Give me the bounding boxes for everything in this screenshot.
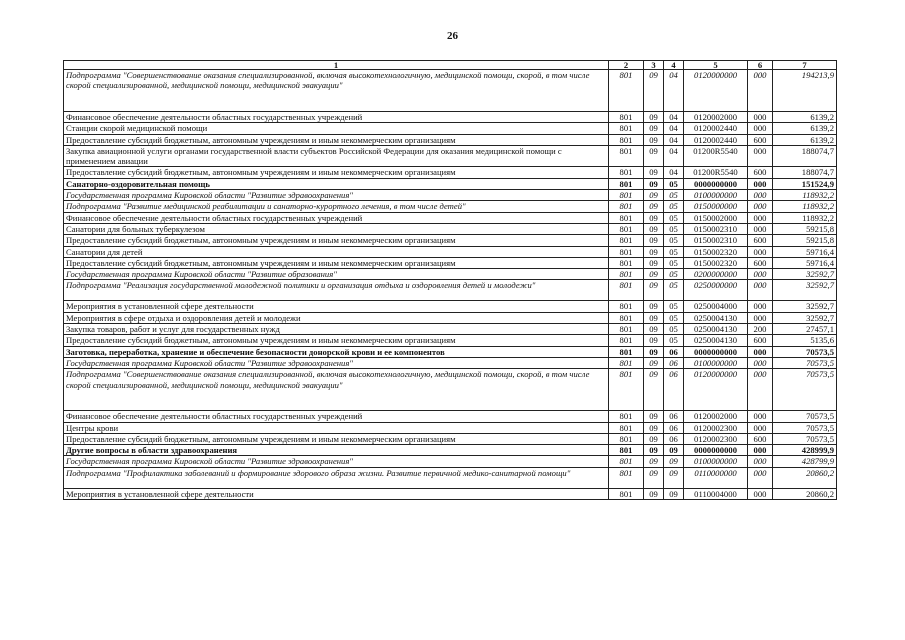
subsection-code-cell: 04 [664,145,684,167]
amount-cell: 70573,5 [773,369,837,411]
column-header: 4 [664,61,684,70]
row-name-cell: Санатории для больных туберкулезом [64,223,609,234]
expense-type-cell: 000 [748,357,773,368]
ministry-code-cell: 801 [609,369,644,411]
ministry-code-cell: 801 [609,145,644,167]
amount-cell: 70573,5 [773,357,837,368]
ministry-code-cell: 801 [609,190,644,201]
amount-cell: 6139,2 [773,134,837,145]
section-code-cell: 09 [644,357,664,368]
ministry-code-cell: 801 [609,223,644,234]
amount-cell: 70573,5 [773,411,837,422]
section-code-cell: 09 [644,312,664,323]
subsection-code-cell: 06 [664,346,684,357]
amount-cell: 188074,7 [773,145,837,167]
row-name-cell: Станции скорой медицинской помощи [64,123,609,134]
section-code-cell: 09 [644,223,664,234]
subsection-code-cell: 06 [664,411,684,422]
expense-type-cell: 000 [748,369,773,411]
ministry-code-cell: 801 [609,123,644,134]
amount-cell: 59215,8 [773,235,837,246]
ministry-code-cell: 801 [609,433,644,444]
subsection-code-cell: 05 [664,269,684,280]
section-code-cell: 09 [644,433,664,444]
target-article-cell: 0150002310 [684,235,748,246]
target-article-cell: 0150000000 [684,201,748,212]
ministry-code-cell: 801 [609,269,644,280]
table-row [64,112,837,123]
section-code-cell: 09 [644,257,664,268]
section-code-cell: 09 [644,280,664,301]
row-name-cell: Санаторно-оздоровительная помощь [64,178,609,189]
ministry-code-cell: 801 [609,280,644,301]
subsection-code-cell: 05 [664,324,684,335]
expense-type-cell: 600 [748,235,773,246]
row-name-cell: Государственная программа Кировской области "Развитие здравоохранения" [64,357,609,368]
subsection-code-cell: 04 [664,70,684,112]
expense-type-cell: 000 [748,346,773,357]
amount-cell: 118932,2 [773,190,837,201]
expense-type-cell: 000 [748,280,773,301]
subsection-code-cell: 06 [664,357,684,368]
row-name-cell: Государственная программа Кировской области "Развитие здравоохранения" [64,190,609,201]
page-number: 26 [447,30,458,42]
row-name-cell: Закупка товаров, работ и услуг для государственных нужд [64,324,609,335]
row-name-cell: Подпрограмма "Совершенствование оказания специализированной, включая высокотехнологичную, медицинской помощи, скорой, в том числе скорой специализированной, медицинской помощи, медицинской эвакуации" [64,369,609,411]
ministry-code-cell: 801 [609,312,644,323]
subsection-code-cell: 09 [664,467,684,488]
expense-type-cell: 000 [748,190,773,201]
target-article-cell: 0100000000 [684,357,748,368]
subsection-code-cell: 06 [664,422,684,433]
table-row [64,301,837,312]
ministry-code-cell: 801 [609,70,644,112]
target-article-cell: 0100000000 [684,190,748,201]
subsection-code-cell: 05 [664,312,684,323]
section-code-cell: 09 [644,445,664,456]
ministry-code-cell: 801 [609,467,644,488]
table-row [64,167,837,178]
ministry-code-cell: 801 [609,422,644,433]
target-article-cell: 0000000000 [684,346,748,357]
section-code-cell: 09 [644,190,664,201]
row-name-cell: Подпрограмма "Развитие медицинской реабилитации и санаторно-курортного лечения, в том числе детей" [64,201,609,212]
subsection-code-cell: 05 [664,190,684,201]
target-article-cell: 0110000000 [684,467,748,488]
ministry-code-cell: 801 [609,212,644,223]
subsection-code-cell: 05 [664,201,684,212]
ministry-code-cell: 801 [609,456,644,467]
table-row [64,223,837,234]
ministry-code-cell: 801 [609,178,644,189]
target-article-cell: 0110004000 [684,488,748,499]
expense-type-cell: 000 [748,411,773,422]
expense-type-cell: 000 [748,145,773,167]
subsection-code-cell: 06 [664,369,684,411]
table-row [64,422,837,433]
ministry-code-cell: 801 [609,167,644,178]
expense-type-cell: 000 [748,456,773,467]
ministry-code-cell: 801 [609,445,644,456]
expense-type-cell: 000 [748,467,773,488]
ministry-code-cell: 801 [609,301,644,312]
expense-type-cell: 000 [748,178,773,189]
expense-type-cell: 000 [748,246,773,257]
target-article-cell: 0000000000 [684,178,748,189]
amount-cell: 32592,7 [773,301,837,312]
section-code-cell: 09 [644,112,664,123]
expense-type-cell: 000 [748,70,773,112]
section-code-cell: 09 [644,335,664,346]
subsection-code-cell: 09 [664,488,684,499]
target-article-cell: 0120002300 [684,422,748,433]
target-article-cell: 01200R5540 [684,145,748,167]
ministry-code-cell: 801 [609,346,644,357]
expense-type-cell: 000 [748,312,773,323]
amount-cell: 118932,2 [773,212,837,223]
table-row [64,357,837,368]
row-name-cell: Подпрограмма "Реализация государственной молодежной политики и организация отдыха и оздоровления детей и молодежи" [64,280,609,301]
ministry-code-cell: 801 [609,488,644,499]
table-row [64,433,837,444]
row-name-cell: Другие вопросы в области здравоохранения [64,445,609,456]
column-header: 7 [773,61,837,70]
table-row [64,280,837,301]
table-row [64,369,837,411]
subsection-code-cell: 09 [664,456,684,467]
table-row [64,269,837,280]
target-article-cell: 0120002440 [684,134,748,145]
table-row [64,235,837,246]
table-header-row [64,61,837,70]
table-row [64,467,837,488]
subsection-code-cell: 06 [664,433,684,444]
subsection-code-cell: 04 [664,112,684,123]
section-code-cell: 09 [644,167,664,178]
subsection-code-cell: 05 [664,335,684,346]
amount-cell: 428999,9 [773,445,837,456]
column-header: 3 [644,61,664,70]
table-row [64,488,837,499]
target-article-cell: 0120000000 [684,369,748,411]
expense-type-cell: 000 [748,422,773,433]
table-row [64,212,837,223]
target-article-cell: 0150002000 [684,212,748,223]
ministry-code-cell: 801 [609,357,644,368]
ministry-code-cell: 801 [609,201,644,212]
expense-type-cell: 200 [748,324,773,335]
expense-type-cell: 600 [748,335,773,346]
row-name-cell: Центры крови [64,422,609,433]
section-code-cell: 09 [644,369,664,411]
expense-type-cell: 600 [748,167,773,178]
target-article-cell: 0200000000 [684,269,748,280]
target-article-cell: 0150002310 [684,223,748,234]
row-name-cell: Подпрограмма "Совершенствование оказания специализированной, включая высокотехнологичную, медицинской помощи, скорой, в том числе скорой специализированной, медицинской помощи, медицинской эвакуации" [64,70,609,112]
table-row [64,123,837,134]
row-name-cell: Финансовое обеспечение деятельности областных государственных учреждений [64,112,609,123]
row-name-cell: Государственная программа Кировской области "Развитие здравоохранения" [64,456,609,467]
section-code-cell: 09 [644,145,664,167]
expense-type-cell: 000 [748,201,773,212]
amount-cell: 428799,9 [773,456,837,467]
target-article-cell: 0250000000 [684,280,748,301]
section-code-cell: 09 [644,70,664,112]
expense-type-cell: 000 [748,445,773,456]
target-article-cell: 01200R5540 [684,167,748,178]
subsection-code-cell: 05 [664,246,684,257]
ministry-code-cell: 801 [609,246,644,257]
expense-type-cell: 600 [748,257,773,268]
amount-cell: 59215,8 [773,223,837,234]
section-code-cell: 09 [644,201,664,212]
row-name-cell: Предоставление субсидий бюджетным, автономным учреждениям и иным некоммерческим организациям [64,433,609,444]
row-name-cell: Подпрограмма "Профилактика заболеваний и формирование здорового образа жизни. Развитие первичной медико-санитарной помощи" [64,467,609,488]
row-name-cell: Мероприятия в установленной сфере деятельности [64,488,609,499]
target-article-cell: 0150002320 [684,257,748,268]
amount-cell: 188074,7 [773,167,837,178]
table-row [64,346,837,357]
section-code-cell: 09 [644,456,664,467]
target-article-cell: 0250004130 [684,335,748,346]
row-name-cell: Предоставление субсидий бюджетным, автономным учреждениям и иным некоммерческим организациям [64,335,609,346]
target-article-cell: 0000000000 [684,445,748,456]
amount-cell: 118932,2 [773,201,837,212]
expense-type-cell: 000 [748,269,773,280]
table-row [64,178,837,189]
ministry-code-cell: 801 [609,257,644,268]
amount-cell: 32592,7 [773,269,837,280]
target-article-cell: 0120002000 [684,112,748,123]
amount-cell: 6139,2 [773,112,837,123]
row-name-cell: Предоставление субсидий бюджетным, автономным учреждениям и иным некоммерческим организациям [64,167,609,178]
ministry-code-cell: 801 [609,112,644,123]
amount-cell: 194213,9 [773,70,837,112]
amount-cell: 32592,7 [773,280,837,301]
column-header: 1 [64,61,609,70]
subsection-code-cell: 04 [664,167,684,178]
row-name-cell: Мероприятия в сфере отдыха и оздоровления детей и молодежи [64,312,609,323]
section-code-cell: 09 [644,422,664,433]
subsection-code-cell: 05 [664,178,684,189]
ministry-code-cell: 801 [609,324,644,335]
amount-cell: 59716,4 [773,257,837,268]
section-code-cell: 09 [644,467,664,488]
table-row [64,411,837,422]
ministry-code-cell: 801 [609,411,644,422]
row-name-cell: Государственная программа Кировской области "Развитие образования" [64,269,609,280]
table-row [64,145,837,167]
amount-cell: 27457,1 [773,324,837,335]
section-code-cell: 09 [644,324,664,335]
target-article-cell: 0250004130 [684,312,748,323]
table-row [64,201,837,212]
row-name-cell: Финансовое обеспечение деятельности областных государственных учреждений [64,411,609,422]
table-row [64,456,837,467]
section-code-cell: 09 [644,411,664,422]
target-article-cell: 0100000000 [684,456,748,467]
subsection-code-cell: 05 [664,280,684,301]
section-code-cell: 09 [644,123,664,134]
table-row [64,257,837,268]
amount-cell: 32592,7 [773,312,837,323]
amount-cell: 70573,5 [773,422,837,433]
section-code-cell: 09 [644,488,664,499]
target-article-cell: 0120002300 [684,433,748,444]
section-code-cell: 09 [644,301,664,312]
expense-type-cell: 000 [748,112,773,123]
subsection-code-cell: 05 [664,223,684,234]
row-name-cell: Санатории для детей [64,246,609,257]
target-article-cell: 0120000000 [684,70,748,112]
row-name-cell: Предоставление субсидий бюджетным, автономным учреждениям и иным некоммерческим организациям [64,134,609,145]
subsection-code-cell: 05 [664,257,684,268]
table-row [64,134,837,145]
amount-cell: 59716,4 [773,246,837,257]
section-code-cell: 09 [644,246,664,257]
section-code-cell: 09 [644,178,664,189]
table-row [64,70,837,112]
subsection-code-cell: 05 [664,212,684,223]
table-row [64,324,837,335]
target-article-cell: 0120002000 [684,411,748,422]
table-row [64,312,837,323]
table-row [64,246,837,257]
column-header: 6 [748,61,773,70]
section-code-cell: 09 [644,235,664,246]
target-article-cell: 0120002440 [684,123,748,134]
section-code-cell: 09 [644,269,664,280]
row-name-cell: Мероприятия в установленной сфере деятельности [64,301,609,312]
amount-cell: 6139,2 [773,123,837,134]
budget-table [63,60,837,500]
amount-cell: 70573,5 [773,346,837,357]
ministry-code-cell: 801 [609,134,644,145]
amount-cell: 70573,5 [773,433,837,444]
expense-type-cell: 600 [748,433,773,444]
section-code-cell: 09 [644,346,664,357]
row-name-cell: Заготовка, переработка, хранение и обеспечение безопасности донорской крови и ее компонентов [64,346,609,357]
table-row [64,335,837,346]
column-header: 2 [609,61,644,70]
row-name-cell: Предоставление субсидий бюджетным, автономным учреждениям и иным некоммерческим организациям [64,257,609,268]
expense-type-cell: 000 [748,301,773,312]
section-code-cell: 09 [644,134,664,145]
table-row [64,190,837,201]
row-name-cell: Предоставление субсидий бюджетным, автономным учреждениям и иным некоммерческим организациям [64,235,609,246]
target-article-cell: 0250004000 [684,301,748,312]
amount-cell: 5135,6 [773,335,837,346]
expense-type-cell: 000 [748,212,773,223]
amount-cell: 151524,9 [773,178,837,189]
target-article-cell: 0250004130 [684,324,748,335]
subsection-code-cell: 05 [664,301,684,312]
subsection-code-cell: 04 [664,123,684,134]
expense-type-cell: 600 [748,134,773,145]
row-name-cell: Закупка авиационной услуги органами государственной власти субъектов Российской Федерации для оказания медицинской помощи с применением авиации [64,145,609,167]
subsection-code-cell: 09 [664,445,684,456]
subsection-code-cell: 04 [664,134,684,145]
subsection-code-cell: 05 [664,235,684,246]
ministry-code-cell: 801 [609,335,644,346]
amount-cell: 20860,2 [773,488,837,499]
expense-type-cell: 000 [748,223,773,234]
expense-type-cell: 000 [748,488,773,499]
row-name-cell: Финансовое обеспечение деятельности областных государственных учреждений [64,212,609,223]
column-header: 5 [684,61,748,70]
target-article-cell: 0150002320 [684,246,748,257]
table-row [64,445,837,456]
expense-type-cell: 000 [748,123,773,134]
amount-cell: 20860,2 [773,467,837,488]
ministry-code-cell: 801 [609,235,644,246]
section-code-cell: 09 [644,212,664,223]
